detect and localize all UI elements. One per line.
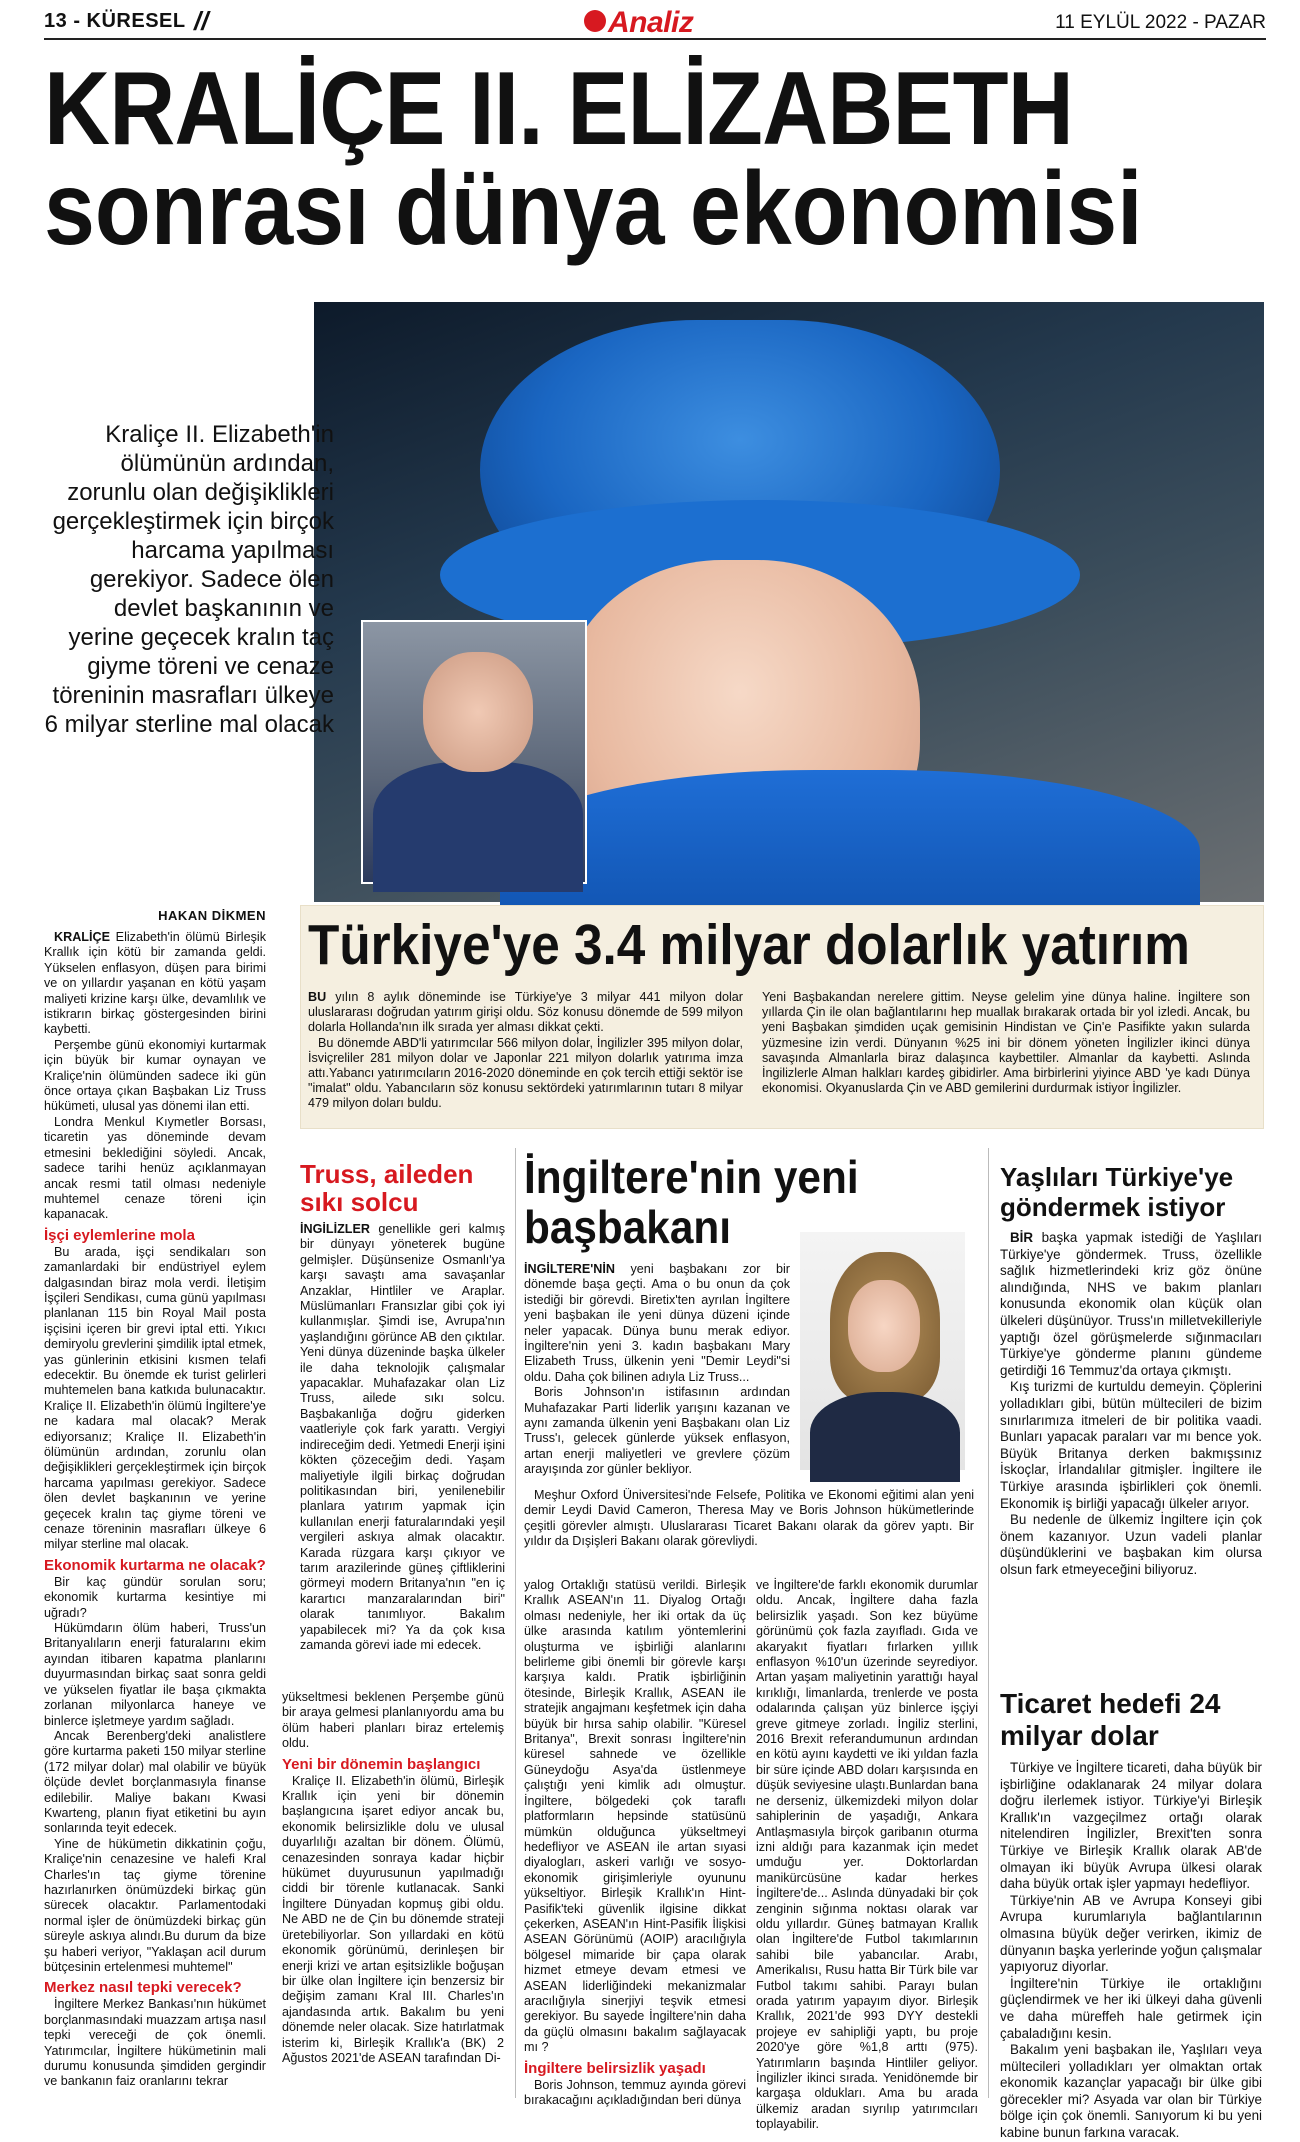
- main-paragraph: Perşembe günü ekonomiyi kurtarmak için büyük bir kumar oynayan ve Kraliçe'nin ölümünden sadece iki gün önce ortaya çıkan Başbakan Liz Truss hükümeti, ulusal yas dönemi ilan etti.: [44, 1037, 266, 1114]
- trade-target-title: Ticaret hedefi 24 milyar dolar: [1000, 1688, 1221, 1751]
- headline-line-1: KRALİÇE II. ELİZABETH: [44, 51, 1073, 167]
- main-paragraph: Yine de hükümetin dikkatinin çoğu, Kraliçe'nin cenazesine ve halefi Kral Charles'ın taç giyme törenine hazırlanırken önümüzdeki birkaç gün sürecek olacaktır. Parlamentodaki normal işler de önümüzdeki birkaç gün süreyle askıya alındı.Bu durum da bize şu haberi veriyor, "Yaklaşan acil durum bütçesinin ertelenmesi muhtemel": [44, 1836, 266, 1974]
- england-pm-intro: [524, 1262, 790, 1478]
- england-paragraph: yalog Ortaklığı statüsü verildi. Birleşik Krallık ASEAN'ın 11. Diyalog Ortağı olması nedeniyle, her iki ortak da üç ülke arasında katılım yöntemlerini oluşturma ve işbirliği alanlarını belirleme gibi önemli bir görevle karşı karşıya kaldı. Pratik işbirliğinin ötesinde, Birleşik Krallık, ASEAN ile stratejik angajmanı keşfetmek için daha büyük bir hırsa sahip olabilir. "Küresel Britanya", Brexit sonrası İngiltere'nin küresel sahnede ve özellikle Güneydoğu Asya'da üstlenmeye çalıştığı yeni kimlik adı olmuştur. İngiltere, bölgedeki çok taraflı platformların hepsinde statüsünü mümkün olduğunca yükseltmeyi hedefliyor ve ASEAN ile artan sıyasi diyalogları, askeri varlığı ve sosyo-ekonomik girişimleriyle oyununu yükseltiyor. Birleşik Krallık'ın Hint-Pasifik'teki güvenlik ilgisine dikkat çekerken, ASEAN'ın Hint-Pasifik İlişkisi ASEAN Görünümü (AOIP) aracılığıyla bölgesel mimaride bir çapa olarak hizmet etmeye devam etmesi ve ASEAN liderliğindeki mekanizmalar aracılığıyla sinerjiyi teşvik etmesi gerekiyor. Bu sayede İngiltere'nin daha da güçlü olmasını bakalım sağlayacak mı ?: [524, 1578, 746, 2055]
- drop-lead-word: İNGİLİZLER: [300, 1222, 370, 1236]
- england-pm-bio: [524, 1488, 974, 1550]
- trade-paragraph: İngiltere'nin Türkiye ile ortaklığını güçlendirmek ve her iki ülkeyi daha güvenli ve daha müreffeh hale getirmek için çabaladığını kesin.: [1000, 1975, 1262, 2041]
- england-column-a: [524, 1578, 746, 2108]
- trade-paragraph: Türkiye'nin AB ve Avrupa Konseyi gibi Avrupa kurumlarıyla bağlantılarının olmasına büyük değer verirken, ikimiz de dünyanın başka yerlerinde yoğun çalışmalar yapıyoruz diyorlar.: [1000, 1892, 1263, 1975]
- trade-paragraph: Bakalım yeni başbakan ile, Yaşlıları veya mültecileri yolladıkları yer olmaktan ortak ekonomik kazançlar yapacağı bir ülke gibi görecekler mi? Asyada var olan bir Türkiye bölge için çok önemli. Sanıyorum ki bu yeni kabine bunun farkına varacak.: [1000, 2042, 1262, 2141]
- logo-star-icon: [584, 10, 606, 32]
- england-column-b: [756, 1578, 978, 2133]
- lead-paragraph: Kraliçe II. Elizabeth'in ölümünün ardından, zorunlu olan değişiklikleri gerçekleştirmek için birçok harcama yapılması gerekiyor. Sadece ölen devlet başkanının ve yerine geçecek kralın taç giyme töreni ve cenaze töreninin masrafları ülkeye 6 milyar sterline mal olacak: [44, 421, 334, 738]
- column-divider: [988, 1148, 989, 2098]
- truss-paragraph: yükseltmesi beklenen Perşembe günü bir araya gelmesi planlanıyordu ama bu ölüm haberi planları biraz ertelemiş oldu.: [282, 1690, 504, 1751]
- page-section-label: 13 - KÜRESEL: [44, 10, 186, 32]
- drop-lead-word: BİR: [1010, 1230, 1034, 1245]
- main-article-column: [44, 930, 266, 2090]
- liz-truss-photo: [800, 1232, 965, 1470]
- truss-paragraph: Kraliçe II. Elizabeth'in ölümü, Birleşik Krallık için yeni bir dönemin başlangıcına işaret ediyor ancak bu, ekonomik belirsizlikle dolu ve ulusal duyarlılığı azaltan bir dönem. Ölümü, cenazesinden sonraya kadar hiçbir hükümet duyurusunun yapılmadığı ciddi bir törenle kutlanacak. Sanki İngiltere Dünyadan kopmuş gibi oldu. Ne ABD ne de Çin bu dönemde strateji üretebiliyorlar. Son yıllardaki en kötü ekonomik görünümü, derinleşen bir enerji krizi ve artan eşitsizlikle boğuşan bir ülke olan İngiltere için benzersiz bir değişim zamanı Kral III. Charles'ın ajandasında artık. Bakalım bu yeni dönemde neler olacak. Size hatırlatmak isterim ki, Birleşik Krallık'a (BK) 2 Ağustos 2021'de ASEAN tarafından Di-: [282, 1773, 504, 2065]
- main-paragraph: Elizabeth'in ölümü Birleşik Krallık için kötü bir zamanda geldi. Yükselen enflasyon, düşen para birimi ve on yıllardır yaşanan en kötü yaşam maliyeti krizine karşı ülke, devamlılık ve istikrarın birkaç göstergesinden birini kaybetti.: [44, 930, 266, 1037]
- england-paragraph: ve İngiltere'de farklı ekonomik durumlar oldu. Ancak, İngiltere daha fazla belirsizlik yaşadı. Son kez büyüme görünümü çok fazla zayıfladı. Gıda ve akaryakıt fiyatları fırlarken yıllık enflasyon %10'un üzerinde seyrediyor. Artan yaşam maliyetinin yarattığı hayal kırıklığı, limanlarda, trenlerde ve posta odalarında çalışan yüz binlerce işçiyi greve gitmeye zorladı. İngiliz sterlini, 2016 Brexit referandumunun ardından en kötü ayını kaydetti ve iki yıldan fazla bir süre içinde ABD doları karşısında en düşük seviyesine ulaştı.Bunlardan bana ne derseniz, ülkemizdeki milyon dolar sahiplerinin de yaşadığı, Ankara Antlaşmasıyla birçok garibanın oturma izni aldığı para kazanmak için medet umduğu yer. Doktorlardan manikürcüsüne kadar herkes İngiltere'de... Aslında dünyadaki bir çok zenginin sığınma noktası olarak var oldu yıllardır. Güneş batmayan Krallık olan İngiltere'de Futbol takımlarının sahibi bile yabancılar. Arabı, Amerikalısı, Rusu hatta Bir Türk bile var Futbol takımı sahibi. Parayı bulan orada yatırım yapayım diyor. Birleşik Krallık, 2021'de 993 DYY destekli projeye ev sahipliği yaptı, bu proje 2020'ye göre %1,8 arttı (975). Yatırımların başında Hintliler geliyor. İngilizler ikinci sırada. Yenidönemde bir kargaşa oldukları. Ama bu arada ülkemiz aradan sıyrılıp yatırımcıları toplayabilir.: [756, 1578, 978, 2132]
- box-paragraph: yılın 8 aylık döneminde ise Türkiye'ye 3 milyar 441 milyon dolar uluslararası doğrudan yatırım girişi oldu. Söz konusu dönemde de 599 milyon dolarla Hollanda'nın ilk sırada yer alması dikkat çekti.: [308, 990, 743, 1035]
- truss-face-shape: [848, 1280, 920, 1372]
- england-paragraph: Boris Johnson, temmuz ayında görevi bırakacağını açıkladığından beri dünya: [524, 2077, 746, 2107]
- drop-lead-word: BU: [308, 990, 327, 1004]
- truss-continued-column: [282, 1690, 504, 2066]
- king-suit-shape: [373, 762, 583, 892]
- elderly-column: [1000, 1230, 1262, 1578]
- author-byline: HAKAN DİKMEN: [158, 908, 266, 923]
- section-slash-icon: //: [194, 6, 209, 36]
- main-paragraph: Ancak Berenberg'deki analistlere göre kurtarma paketi 150 milyar sterline (172 milyar dolar) mal olabilir ve büyük ölçüde devlet borçlanmasıyla finanse edilebilir. Maliye bakanı Kwasi Kwarteng, planın fiyat etiketini bu ayın sonlarında teyit edecek.: [44, 1728, 266, 1836]
- subheading: Yeni bir dönemin başlangıcı: [282, 1755, 481, 1773]
- trade-paragraph: Türkiye ve İngiltere ticareti, daha büyük bir işbirliğine odaklanarak 24 milyar dolara doğru ilerlemek istiyor. Türkiye'yi Birleşik Krallık'ın vazgeçilmez ortağı olarak nitelendiren İngilizler, Brexit'ten sonra Türkiye ve Birleşik Krallık olarak AB'de olmayan iki büyük Avrupa ülkesi olarak daha büyük ortak işler yapmayı hedefliyor.: [1000, 1760, 1262, 1892]
- truss-column: [300, 1222, 505, 1653]
- king-charles-photo: [361, 620, 587, 884]
- truss-title: Truss, aileden sıkı solcu: [300, 1159, 474, 1217]
- subheading: Ekonomik kurtarma ne olacak?: [44, 1556, 266, 1574]
- england-paragraph: Boris Johnson'ın istifasının ardından Muhafazakar Parti liderlik yarışını kazanan ve aynı zamanda ülkenin yeni Başbakanı olan Liz Truss'ı, gelecek günlerde yüksek enflasyon, artan enerji maliyetleri ve grevlere çözüm arayışında zor günler bekliyor.: [524, 1385, 790, 1477]
- main-paragraph: Bir kaç gündür sorulan soru; ekonomik kurtarma kesintiye mi uğradı?: [44, 1574, 266, 1620]
- elderly-paragraph: Kış turizmi de kurtuldu demeyin. Çöplerini yolladıkları gibi, bütün mültecileri de bizim sınırlarımıza itmeleri de bir politika vaadi. Bunları yapacak paraları var mı bence yok. Büyük Britanya derken bakmışsınız İskoçlar, İrlandalılar gitmişler. İngiltere ile Türkiye arasında işbirlikleri çok önemli. Ekonomik iş birliği yapacağı ülkeler arıyor.: [1000, 1379, 1262, 1511]
- drop-lead-word: KRALİÇE: [54, 930, 110, 944]
- page-header: [44, 6, 1266, 40]
- subheading: Merkez nasıl tepki verecek?: [44, 1979, 242, 1997]
- england-pm-title: İngiltere'nin yeni başbakanı: [524, 1151, 859, 1253]
- king-face-shape: [423, 652, 533, 772]
- truss-body-shape: [810, 1392, 960, 1482]
- elderly-title: Yaşlıları Türkiye'ye göndermek istiyor: [1000, 1162, 1234, 1222]
- main-paragraph: İngiltere Merkez Bankası'nın hükümet borçlanmasındaki muazzam artışa nasıl tepki vereceği de çok önemli. Yatırımcılar, İngiltere hükümetinin mali durumu konusunda şimdiden gergindir ve bankanın faiz oranlarını tekrar: [44, 1997, 266, 2089]
- drop-lead-word: İNGİLTERE'NİN: [524, 1262, 615, 1276]
- headline-line-2: sonrası dünya ekonomisi: [44, 151, 1143, 267]
- column-divider: [515, 1148, 516, 2098]
- truss-paragraph: genellikle geri kalmış bir dünyayı yöneterek bugüne gelmişler. Düşünsenize Osmanlı'ya karşı savaştı ama savaşanlar Anzaklar, Hintliler ve Araplar. Müslümanları Fransızlar gibi çok iyi kullanmışlar. Şimdi ise, Avrupa'nın yaşlandığını görünce AB den çıktılar. Yeni dünya düzeninde başka ülkeler ile daha teknolojik çalışmalar yapacaklar. Muhafazakar olan Liz Truss, ailede sıkı solcu. Başbakanlığa doğru giderken vaatleriyle çok fark yarattı. Vergiyi indireceğim dedi. Yetmedi Enerji işini kökten çözeceğim dedi. Yaşam maliyetiyle ilgili birkaç doğrudan politikasından biri, yenilenebilir planlara yatırım yapmak için kullanılan enerji faturalarındaki yeşil vergileri askıya almak olacaktır. Karada rüzgara karşı çıkıyor ve tarım arazilerinde güneş çiftliklerini görmeyi modern Britanya'nın "en iç karartıcı manzaralarından biri" olarak tanımlıyor. Bakalım yapabilecek mi? Ya da çok kısa zamanda görevi iade mi edecek.: [300, 1222, 505, 1652]
- issue-date: 11 EYLÜL 2022 - PAZAR: [1055, 12, 1266, 33]
- investment-box-col-2: Yeni Başbakandan nerelere gittim. Neyse gelelim yine dünya haline. İngiltere son yıllarda Çin ile olan bağlantılarını hep muallak bırakarak ortada bir yol izledi. Ancak, bu yeni Başbakan şimdiden uçak gemisinin Hindistan ve Çin'e Pasifikte yakın sularda yüzmesine izin verdi. Dünyanın %25 ini bir dönem yöneten İngilizler ikinci dünya savaşında Almanlarla biraz dalaşınca kaybettiler. Almanlar da kaybetti. Aslında İngilizlerle Alman halkları kardeş gibidirler. Ama birbirlerini yiyince ABD 'ye kadı Dünya ekonomisi. Okyanuslarda Çin ve ABD gemilerini durdurmak istiyor İngilizler.: [762, 990, 1250, 1096]
- main-paragraph: Bu arada, işçi sendikaları son zamanlardaki bir endüstriyel eylem dalgasından biraz mola verdi. İletişim İşçileri Sendikası, cuma günü yapılması planlanan 115 bin Royal Mail posta işçisini içeren bir grevi iptal etti. Yıkıcı demiryolu grevlerini şimdilik iptal etmek, yas günlerinin etkisini kısmen telafi edecektir. Bu önemde ek turist gelirleri muhtemelen bana katkıda bulunacaktır. Kraliçe II. Elizabeth'in ölümü İngiltere'ye ne kadara mal olacak? Merak ediyorsanız; Kraliçe II. Elizabeth'in ölümünün ardından, zorunlu olan değişiklikleri gerçekleştirmek için birçok harcama yapılması gerekiyor. Sadece ölen devlet başkanının ve yerine geçecek kralın taç giyme töreni ve cenaze töreninin masrafları ülkeye 6 milyar sterline mal olacak.: [44, 1244, 266, 1552]
- main-paragraph: Londra Menkul Kıymetler Borsası, ticaretin yas döneminde devam etmesini beklediğini söyledi. Ancak, sadece tarihi henüz açıklanmayan ancak resmi tatil olması nedeniyle muhtemel cenaze töreni için kapanacak.: [44, 1114, 266, 1222]
- elderly-paragraph: Bu nedenle de ülkemiz İngiltere için çok önem kazanıyor. Uzun vadeli planlar düşündüklerini ve başbakan kim olursa olsun fark etmeyeceğini biliyoruz.: [1000, 1512, 1262, 1577]
- main-paragraph: Hükümdarın ölüm haberi, Truss'un Britanyalıların enerji faturalarını ekim ayından itibaren kapatma planlarını duyurmasından birkaç saat sonra geldi ve yükselen fiyatlar ile başa çıkmakta zorlanan milyonlarca haneye ve binlerce işletmeye yardım sağladı.: [44, 1621, 266, 1728]
- newspaper-logo: Analiz: [584, 6, 693, 40]
- england-paragraph: yeni başbakanı zor bir dönemde başa geçti. Ama o bu onun da çok istediği bir görevdi. Biretix'ten ayrılan İngiltere yeni başbakan ile yeni dünya düzeni içinde neler yapacak. Dünya bunu merak ediyor. İngiltere'nin yeni 3. kadın başbakanı Mary Elizabeth Truss, ülkenin yeni "Demir Leydi"si oldu. Daha çok bilinen adıyla Liz Truss...: [524, 1262, 790, 1384]
- elderly-paragraph: başka yapmak istediği de Yaşlıları Türkiye'ye göndermek. Truss, özellikle sağlık hizmetlerindeki kriz göz önüne alındığında, NHS ve bakım planları konusunda ekonomik olan küçük olan ülkeleri düşünüyor. Truss'ın milletvekilleriyle yaptığı özel görüşmelerde sığınmacıları Türkiye'ye gönderme planını gündeme getirdiği 16 Temmuz'da ortaya çıkmıştı.: [1000, 1230, 1262, 1378]
- trade-column: [1000, 1760, 1262, 2142]
- box-paragraph: Bu dönemde ABD'li yatırımcılar 566 milyon dolar, İngilizler 395 milyon dolar, İsviçreliler 281 milyon dolar ve Japonlar 221 milyon dolarlık yatırıma imza attı.Yabancı yatırımcıların 2016-2020 döneminde en çok tercih ettiği sektör ise "imalat" oldu. Yabancıların söz konusu sektördeki yatırımlarının tutarı 8 milyar 479 milyon doları buldu.: [308, 1035, 743, 1111]
- england-paragraph: Meşhur Oxford Üniversitesi'nde Felsefe, Politika ve Ekonomi eğitimi alan yeni demir Leydi David Cameron, Theresa May ve Boris Johnson hükümetlerinde çeşitli görevler almıştı. Uluslararası Ticaret Bakanı olarak da görev yaptı. Bir yıldır da Dışişleri Bakanı olarak görevliydi.: [524, 1488, 974, 1549]
- investment-box-col-1: [308, 990, 743, 1112]
- subheading: İşçi eylemlerine mola: [44, 1226, 195, 1244]
- investment-box-title: Türkiye'ye 3.4 milyar dolarlık yatırım: [308, 913, 1190, 977]
- subheading: İngiltere belirsizlik yaşadı: [524, 2059, 706, 2077]
